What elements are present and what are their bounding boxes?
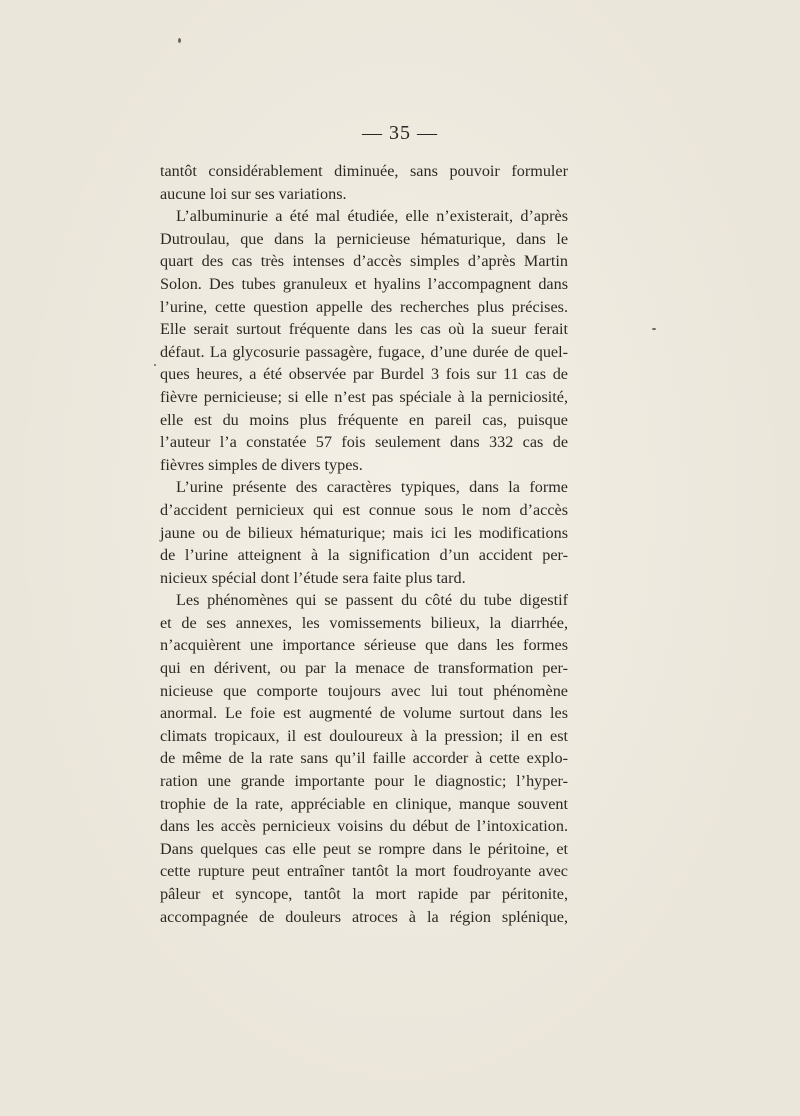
text-line: L’urine présente des caractères typiques, dans la forme: [176, 478, 568, 497]
text-line: aucune loi sur ses variations.: [160, 184, 347, 203]
text-line: nicieuse que comporte toujours avec lui tout phénomène: [160, 681, 568, 700]
text-line: fièvres simples de divers types.: [160, 455, 363, 474]
text-line: d’accident pernicieux qui est connue sous le nom d’accès: [160, 500, 568, 519]
text-line: trophie de la rate, appréciable en clinique, manque souvent: [160, 794, 568, 813]
text-line: Dans quelques cas elle peut se rompre dans le péritoine, et: [160, 839, 568, 858]
text-line: Les phénomènes qui se passent du côté du tube digestif: [176, 591, 568, 610]
text-line: et de ses annexes, les vomissements bilieux, la diarrhée,: [160, 613, 568, 632]
text-line: nicieux spécial dont l’étude sera faite plus tard.: [160, 568, 466, 587]
text-line: de même de la rate sans qu’il faille accorder à cette explo-: [160, 749, 568, 768]
text-line: quart des cas très intenses d’accès simples d’après Martin: [160, 252, 568, 271]
text-line: ration une grande importante pour le diagnostic; l’hyper-: [160, 772, 568, 791]
text-line: L’albuminurie a été mal étudiée, elle n’existerait, d’après: [176, 207, 568, 226]
text-line: climats tropicaux, il est douloureux à la pression; il en est: [160, 726, 568, 745]
text-line: accompagnée de douleurs atroces à la région splénique,: [160, 907, 568, 926]
text-line: jaune ou de bilieux hématurique; mais ici les modifications: [160, 523, 568, 542]
text-line: fièvre pernicieuse; si elle n’est pas spéciale à la perniciosité,: [160, 387, 568, 406]
ink-speck: [652, 328, 656, 330]
text-line: elle est du moins plus fréquente en pareil cas, puisque: [160, 410, 568, 429]
text-line: n’acquièrent une importance sérieuse que dans les formes: [160, 636, 568, 655]
body-text: [160, 160, 568, 928]
text-line: pâleur et syncope, tantôt la mort rapide par péritonite,: [160, 885, 568, 903]
page-number: — 35 —: [362, 122, 438, 144]
ink-speck: [178, 38, 181, 43]
text-line: anormal. Le foie est augmenté de volume surtout dans les: [160, 704, 568, 723]
text-line: qui en dérivent, ou par la menace de transformation per-: [160, 659, 568, 678]
ink-speck: [154, 364, 156, 366]
text-line: ques heures, a été observée par Burdel 3 fois sur 11 cas de: [160, 365, 568, 384]
text-line: tantôt considérablement diminuée, sans pouvoir formuler: [160, 162, 568, 180]
text-line: Solon. Des tubes granuleux et hyalins l’accompagnent dans: [160, 274, 568, 293]
text-line: l’auteur l’a constatée 57 fois seulement dans 332 cas de: [160, 433, 568, 452]
text-line: dans les accès pernicieux voisins du début de l’intoxication.: [160, 817, 568, 836]
text-line: Elle serait surtout fréquente dans les cas où la sueur ferait: [160, 320, 568, 339]
text-line: de l’urine atteignent à la signification d’un accident per-: [160, 546, 568, 565]
text-line: l’urine, cette question appelle des recherches plus précises.: [160, 297, 568, 316]
text-line: défaut. La glycosurie passagère, fugace, d’une durée de quel-: [160, 342, 568, 361]
text-line: cette rupture peut entraîner tantôt la mort foudroyante avec: [160, 862, 568, 881]
text-line: Dutroulau, que dans la pernicieuse hématurique, dans le: [160, 229, 568, 248]
